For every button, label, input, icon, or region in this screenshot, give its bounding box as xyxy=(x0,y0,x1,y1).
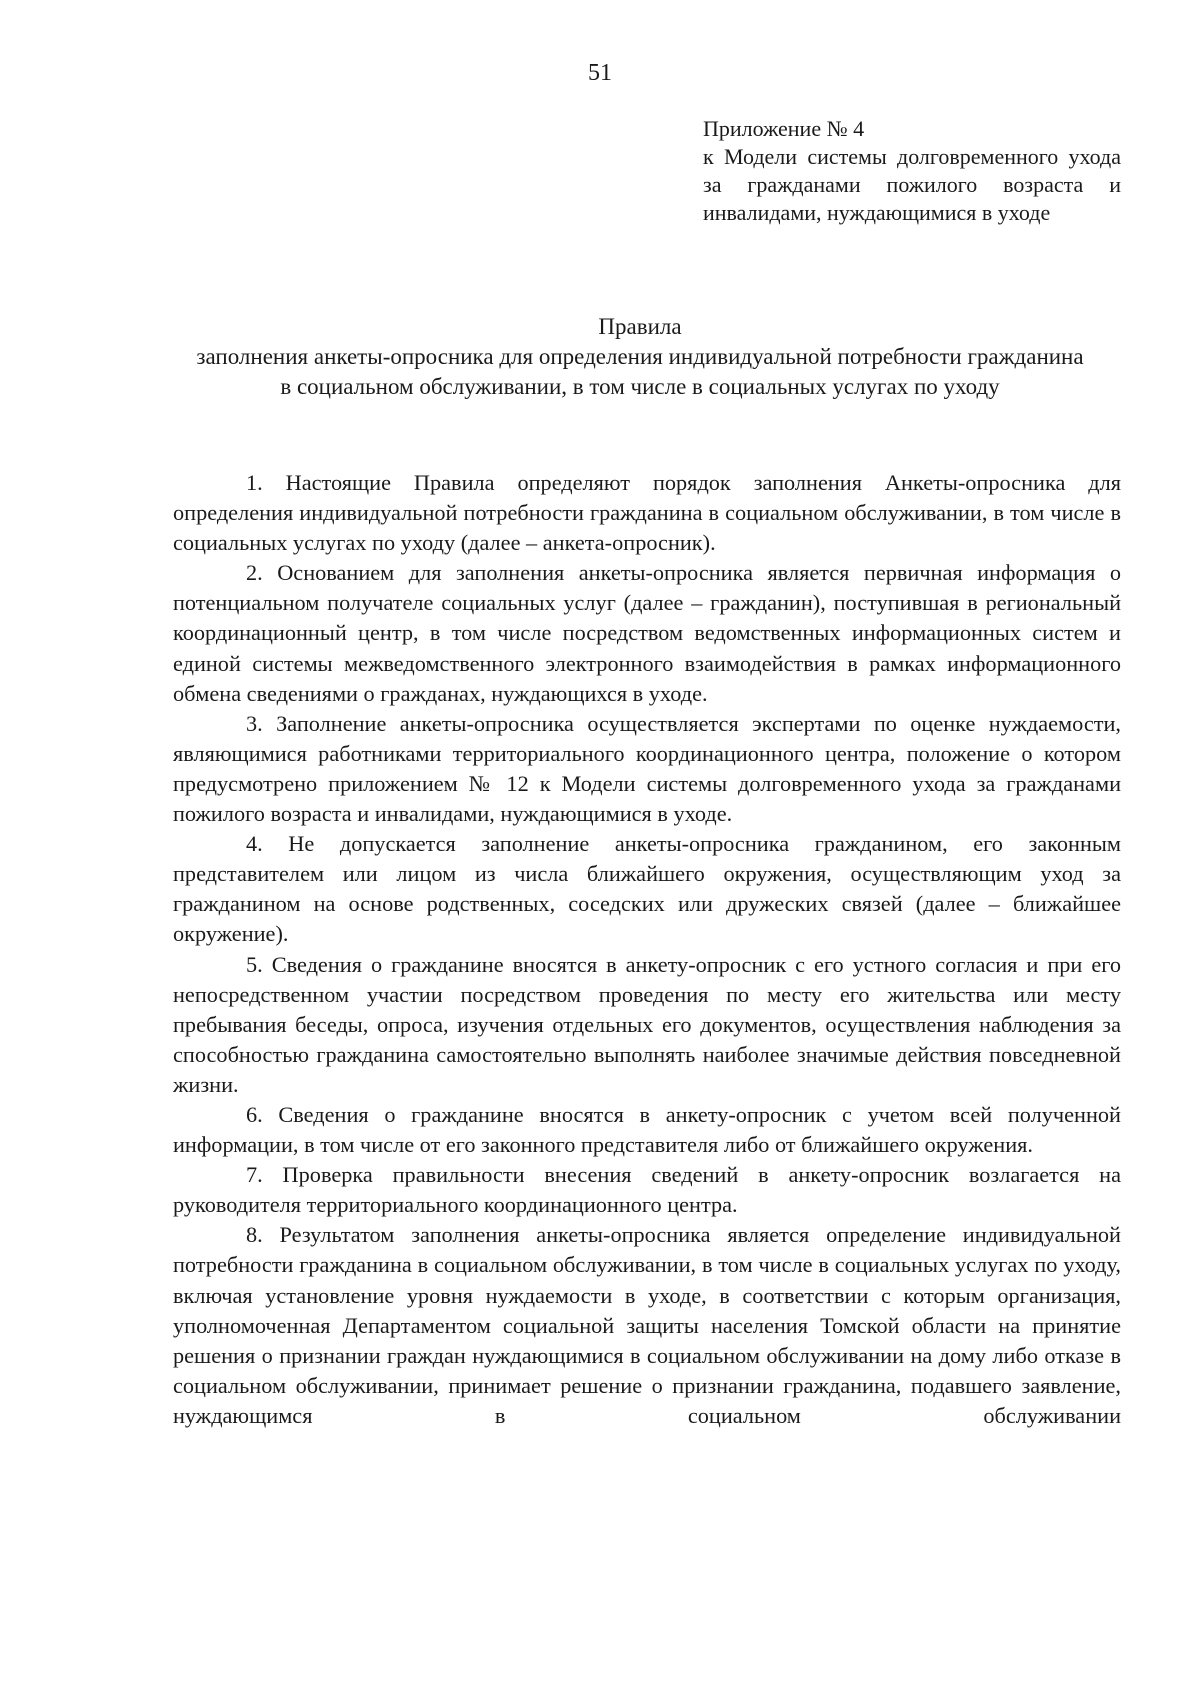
page-number: 51 xyxy=(588,60,612,86)
document-body xyxy=(173,468,1121,1431)
annex-description: к Модели системы долговременного ухода за гражданами пожилого возраста и инвалидами, нуждающимися в уходе xyxy=(703,144,1121,225)
paragraph-6: 6. Сведения о гражданине вносятся в анкету-опросник с учетом всей полученной информации, в том числе от его законного представителя либо от ближайшего окружения. xyxy=(173,1101,1121,1158)
document-heading: Правила xyxy=(598,314,682,339)
paragraph-4: 4. Не допускается заполнение анкеты-опросника гражданином, его законным представителем или лицом из числа ближайшего окружения, осуществляющим уход за гражданином на основе родственных, соседских или дружеских связей (далее – ближайшее окружение). xyxy=(173,831,1121,947)
document-subheading: заполнения анкеты-опросника для определения индивидуальной потребности гражданина в социальном обслуживании, в том числе в социальных услугах по уходу xyxy=(196,344,1084,399)
paragraph-5: 5. Сведения о гражданине вносятся в анкету-опросник с его устного согласия и при его непосредственном участии посредством проведения по месту его жительства или месту пребывания беседы, опроса, изучения отдельных его документов, осуществления наблюдения за способностью гражданина самостоятельно выполнять наиболее значимые действия повседневной жизни. xyxy=(173,951,1121,1097)
annex-title: Приложение № 4 xyxy=(703,116,865,141)
paragraph-3: 3. Заполнение анкеты-опросника осуществляется экспертами по оценке нуждаемости, являющимися работниками территориального координационного центра, положение о котором предусмотрено приложением № 12 к Модели системы долговременного ухода за гражданами пожилого возраста и инвалидами, нуждающимися в уходе. xyxy=(173,710,1121,827)
paragraph-8: 8. Результатом заполнения анкеты-опросника является определение индивидуальной потребности гражданина в социальном обслуживании, в том числе в социальных услугах по уходу, включая установление уровня нуждаемости в уходе, в соответствии с которым организация, уполномоченная Департаментом социальной защиты населения Томской области на принятие решения о признании граждан нуждающимися в социальном обслуживании на дому либо отказе в социальном обслуживании, принимает решение о признании гражданина, подавшего заявление, нуждающимся в социальном обслуживании xyxy=(173,1222,1121,1428)
paragraph-7: 7. Проверка правильности внесения сведений в анкету-опросник возлагается на руководителя территориального координационного центра. xyxy=(173,1162,1121,1218)
document-title xyxy=(160,312,1120,402)
paragraph-1: 1. Настоящие Правила определяют порядок заполнения Анкеты-опросника для определения индивидуальной потребности гражданина в социальном обслуживании, в том числе в социальных услугах по уходу (далее – анкета-опросник). xyxy=(173,470,1121,556)
annex-header xyxy=(703,115,1121,227)
paragraph-2: 2. Основанием для заполнения анкеты-опросника является первичная информация о потенциальном получателе социальных услуг (далее – гражданин), поступившая в региональный координационный центр, в том числе посредством ведомственных информационных систем и единой системы межведомственного электронного взаимодействия в рамках информационного обмена сведениями о гражданах, нуждающихся в уходе. xyxy=(173,560,1121,706)
